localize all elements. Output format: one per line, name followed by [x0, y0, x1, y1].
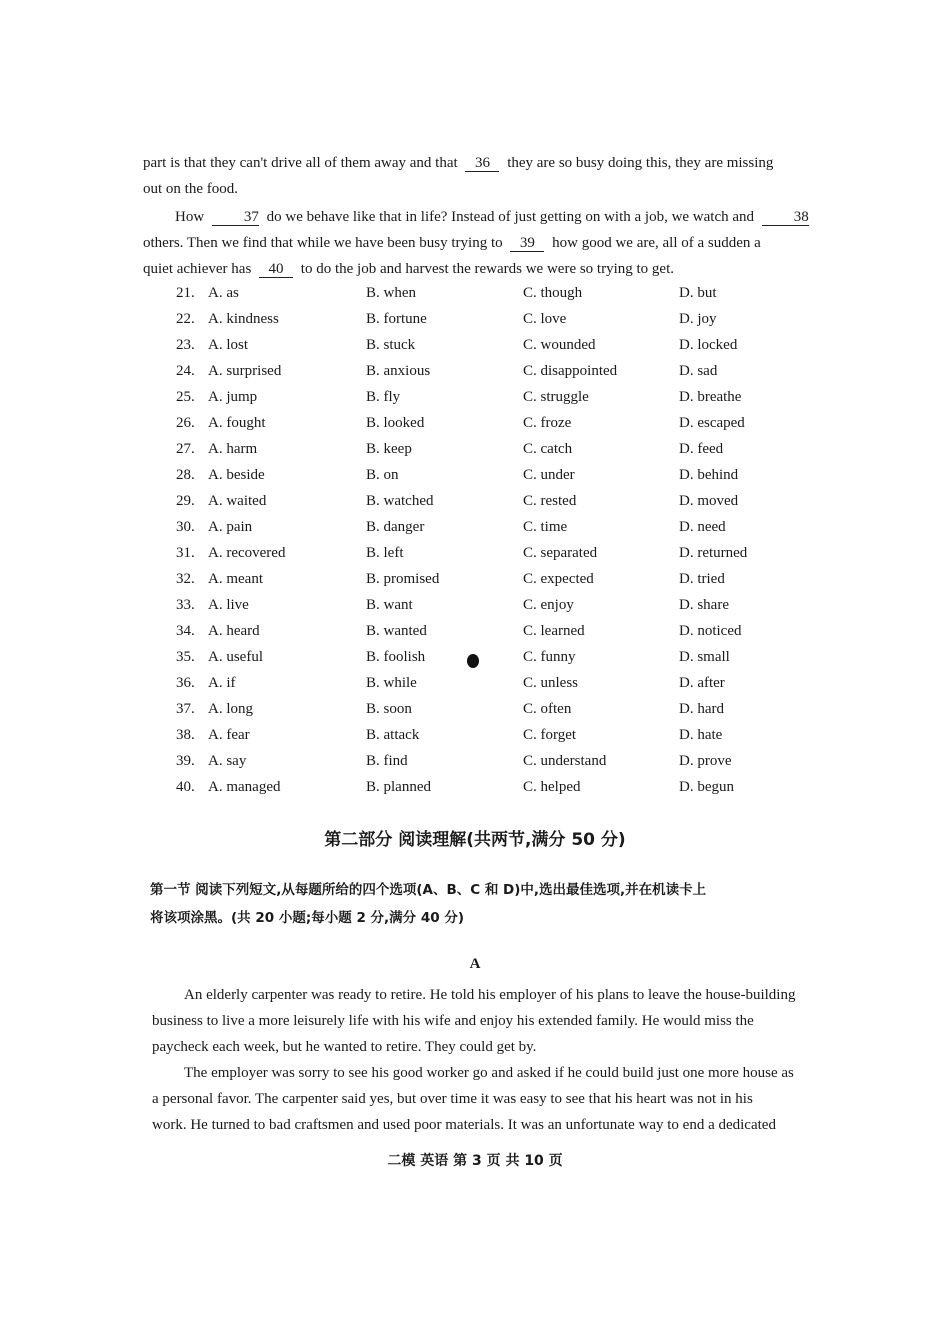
- option-row: [173, 696, 813, 722]
- option-d: D. feed: [679, 441, 724, 457]
- question-number: 32.: [176, 571, 195, 587]
- option-b: B. watched: [366, 493, 434, 509]
- option-row: [173, 410, 813, 436]
- option-row: [173, 306, 813, 332]
- option-c: C. often: [523, 701, 572, 717]
- passage-label: A: [469, 956, 481, 972]
- question-number: 22.: [176, 311, 195, 327]
- text-line: quiet achiever has 40 to do the job and harvest the rewards we were so trying to get.: [143, 261, 675, 277]
- reading-passage-a: [152, 982, 830, 1138]
- instruction-line: 将该项涂黑。(共 20 小题;每小题 2 分,满分 40 分): [150, 910, 465, 926]
- text-line: others. Then we find that while we have been busy trying to 39 how good we are, all of a sudden a: [143, 235, 761, 251]
- page-footer: 二模 英语 第 3 页 共 10 页: [387, 1153, 563, 1169]
- option-row: [173, 436, 813, 462]
- option-row: [173, 514, 813, 540]
- question-number: 38.: [176, 727, 195, 743]
- option-d: D. locked: [679, 337, 738, 353]
- option-row: [173, 540, 813, 566]
- option-a: A. managed: [208, 779, 281, 795]
- option-row: [173, 670, 813, 696]
- option-d: D. sad: [679, 363, 718, 379]
- option-a: A. surprised: [208, 363, 282, 379]
- option-row: [173, 332, 813, 358]
- option-a: A. meant: [208, 571, 263, 587]
- ink-dot: [467, 654, 479, 668]
- option-a: A. kindness: [208, 311, 279, 327]
- option-c: C. enjoy: [523, 597, 574, 613]
- question-number: 30.: [176, 519, 195, 535]
- option-d: D. noticed: [679, 623, 742, 639]
- option-d: D. returned: [679, 545, 748, 561]
- option-a: A. if: [208, 675, 236, 691]
- option-a: A. fought: [208, 415, 266, 431]
- option-b: B. anxious: [366, 363, 431, 379]
- option-c: C. funny: [523, 649, 576, 665]
- option-d: D. share: [679, 597, 729, 613]
- option-c: C. helped: [523, 779, 581, 795]
- option-b: B. foolish: [366, 649, 426, 665]
- option-b: B. danger: [366, 519, 425, 535]
- question-number: 23.: [176, 337, 195, 353]
- option-d: D. hard: [679, 701, 724, 717]
- text-line: out on the food.: [143, 181, 238, 197]
- text-line: The employer was sorry to see his good worker go and asked if he could build just one more house as: [184, 1065, 794, 1081]
- question-number: 31.: [176, 545, 195, 561]
- option-c: C. unless: [523, 675, 579, 691]
- option-b: B. looked: [366, 415, 425, 431]
- option-row: [173, 748, 813, 774]
- option-a: A. harm: [208, 441, 258, 457]
- option-b: B. keep: [366, 441, 412, 457]
- option-c: C. froze: [523, 415, 572, 431]
- text-line: part is that they can't drive all of them away and that 36 they are so busy doing this, they are missing: [143, 155, 774, 171]
- question-number: 34.: [176, 623, 195, 639]
- option-c: C. rested: [523, 493, 577, 509]
- option-c: C. separated: [523, 545, 598, 561]
- option-c: C. disappointed: [523, 363, 618, 379]
- question-number: 29.: [176, 493, 195, 509]
- option-c: C. wounded: [523, 337, 596, 353]
- part-title: 第二部分 阅读理解(共两节,满分 50 分): [324, 830, 626, 850]
- option-b: B. soon: [366, 701, 412, 717]
- option-d: D. hate: [679, 727, 723, 743]
- option-c: C. forget: [523, 727, 577, 743]
- option-b: B. planned: [366, 779, 431, 795]
- option-c: C. expected: [523, 571, 594, 587]
- option-b: B. find: [366, 753, 408, 769]
- option-b: B. fortune: [366, 311, 427, 327]
- cloze-paragraph-ending: [143, 150, 823, 202]
- text-line: a personal favor. The carpenter said yes, but over time it was easy to see that his heart was not in his: [152, 1091, 753, 1107]
- option-row: [173, 774, 813, 800]
- option-b: B. when: [366, 285, 416, 301]
- question-number: 35.: [176, 649, 195, 665]
- blank-38: 38: [762, 209, 809, 226]
- option-d: D. escaped: [679, 415, 745, 431]
- blank-39: 39: [510, 235, 544, 252]
- option-row: [173, 722, 813, 748]
- option-d: D. behind: [679, 467, 739, 483]
- option-c: C. catch: [523, 441, 573, 457]
- question-number: 26.: [176, 415, 195, 431]
- option-d: D. begun: [679, 779, 734, 795]
- option-row: [173, 566, 813, 592]
- section-instructions: [150, 876, 840, 932]
- option-d: D. tried: [679, 571, 725, 587]
- blank-40: 40: [259, 261, 293, 278]
- option-d: D. moved: [679, 493, 739, 509]
- option-a: A. lost: [208, 337, 249, 353]
- question-number: 37.: [176, 701, 195, 717]
- option-d: D. breathe: [679, 389, 742, 405]
- option-row: [173, 280, 813, 306]
- question-number: 40.: [176, 779, 195, 795]
- option-a: A. jump: [208, 389, 258, 405]
- option-a: A. live: [208, 597, 249, 613]
- option-a: A. beside: [208, 467, 265, 483]
- option-row: [173, 488, 813, 514]
- option-b: B. wanted: [366, 623, 427, 639]
- option-d: D. small: [679, 649, 730, 665]
- option-a: A. pain: [208, 519, 253, 535]
- option-b: B. fly: [366, 389, 401, 405]
- option-row: [173, 644, 813, 670]
- text-line: work. He turned to bad craftsmen and used poor materials. It was an unfortunate way to end a dedicated: [152, 1117, 776, 1133]
- text-line: How 37 do we behave like that in life? Instead of just getting on with a job, we watch and 38: [175, 209, 809, 225]
- option-a: A. waited: [208, 493, 267, 509]
- cloze-paragraph-how: [143, 204, 823, 282]
- option-a: A. heard: [208, 623, 260, 639]
- option-row: [173, 358, 813, 384]
- option-c: C. understand: [523, 753, 607, 769]
- question-number: 27.: [176, 441, 195, 457]
- option-d: D. joy: [679, 311, 717, 327]
- blank-37: 37: [212, 209, 259, 226]
- question-number: 36.: [176, 675, 195, 691]
- question-number: 33.: [176, 597, 195, 613]
- option-a: A. useful: [208, 649, 263, 665]
- blank-36: 36: [465, 155, 499, 172]
- text-line: An elderly carpenter was ready to retire. He told his employer of his plans to leave the house-building: [184, 987, 796, 1003]
- cloze-options-list: [173, 280, 813, 800]
- option-c: C. learned: [523, 623, 585, 639]
- option-a: A. as: [208, 285, 239, 301]
- option-row: [173, 462, 813, 488]
- option-c: C. under: [523, 467, 575, 483]
- option-row: [173, 592, 813, 618]
- option-a: A. long: [208, 701, 253, 717]
- option-d: D. after: [679, 675, 725, 691]
- question-number: 21.: [176, 285, 195, 301]
- option-c: C. love: [523, 311, 567, 327]
- option-b: B. stuck: [366, 337, 416, 353]
- option-c: C. though: [523, 285, 583, 301]
- option-b: B. want: [366, 597, 413, 613]
- option-d: D. prove: [679, 753, 732, 769]
- instruction-line: 第一节 阅读下列短文,从每题所给的四个选项(A、B、C 和 D)中,选出最佳选项,并在机读卡上: [150, 882, 707, 898]
- option-a: A. say: [208, 753, 247, 769]
- option-b: B. on: [366, 467, 399, 483]
- option-c: C. time: [523, 519, 568, 535]
- question-number: 28.: [176, 467, 195, 483]
- question-number: 24.: [176, 363, 195, 379]
- option-b: B. attack: [366, 727, 420, 743]
- option-row: [173, 618, 813, 644]
- option-a: A. recovered: [208, 545, 286, 561]
- option-c: C. struggle: [523, 389, 589, 405]
- question-number: 25.: [176, 389, 195, 405]
- option-row: [173, 384, 813, 410]
- question-number: 39.: [176, 753, 195, 769]
- text-line: business to live a more leisurely life with his wife and enjoy his extended family. He would miss the: [152, 1013, 754, 1029]
- option-d: D. need: [679, 519, 726, 535]
- option-b: B. promised: [366, 571, 440, 587]
- option-b: B. while: [366, 675, 417, 691]
- option-b: B. left: [366, 545, 404, 561]
- option-d: D. but: [679, 285, 717, 301]
- text-line: paycheck each week, but he wanted to retire. They could get by.: [152, 1039, 537, 1055]
- option-a: A. fear: [208, 727, 250, 743]
